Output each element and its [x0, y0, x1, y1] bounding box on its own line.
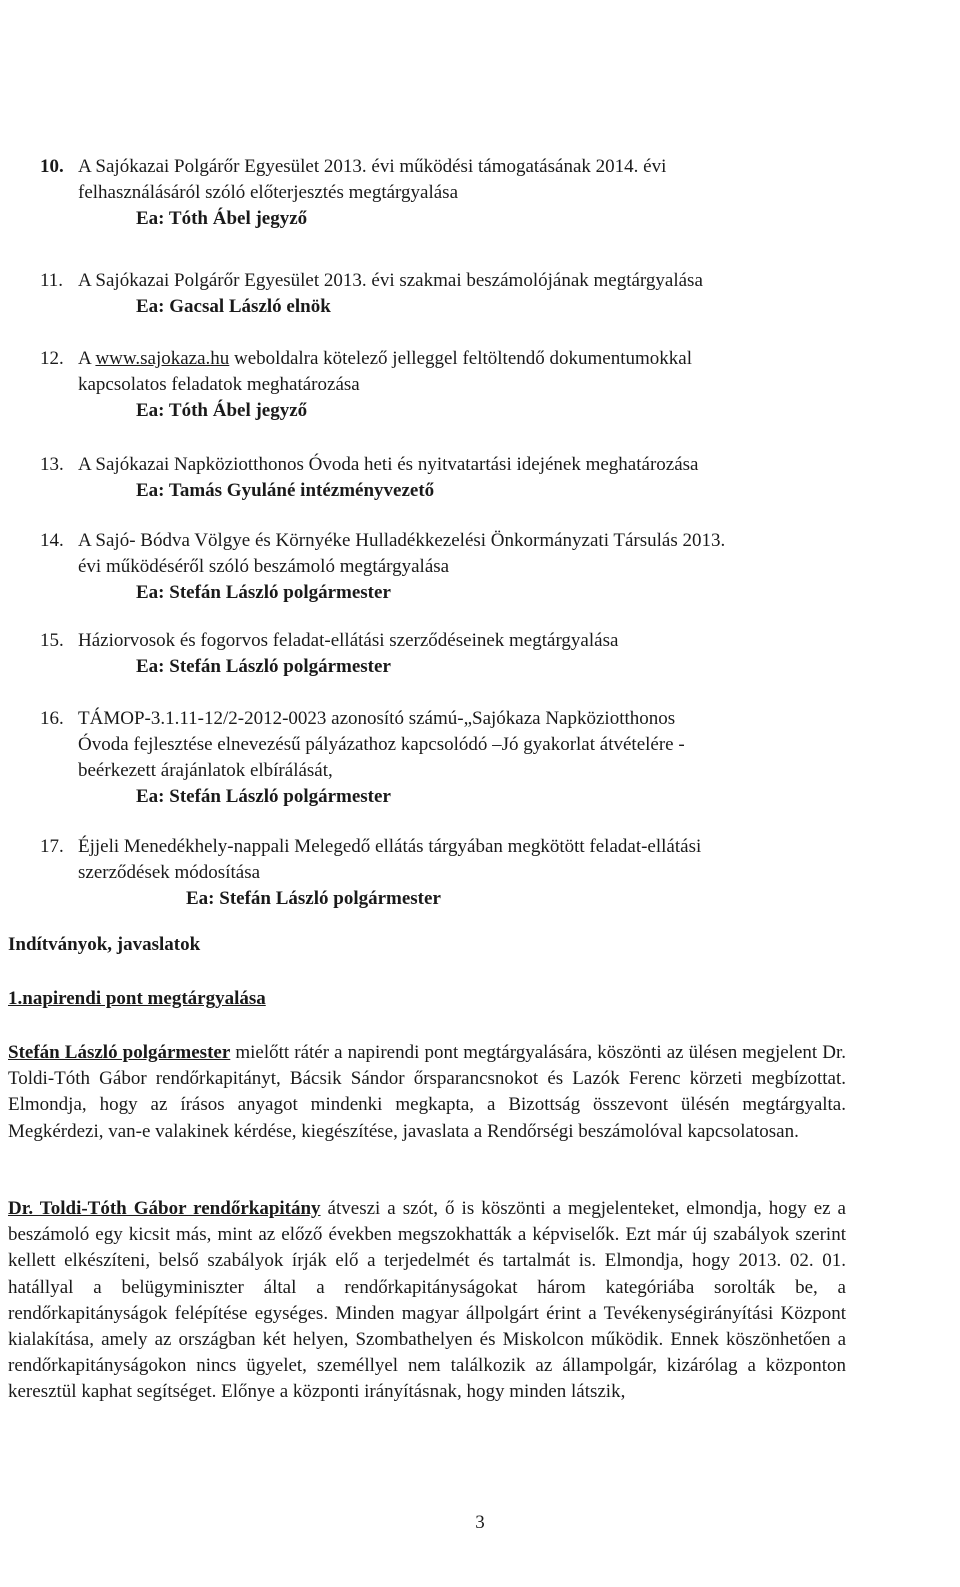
agenda-item-12: [40, 346, 920, 424]
item-text: Éjjeli Menedékhely-nappali Melegedő ellátás tárgyában megkötött feladat-ellátási szerződések módosítása: [78, 836, 702, 883]
paragraph-police-captain: [8, 1196, 846, 1406]
item-presenter: Ea: Stefán László polgármester: [136, 582, 391, 603]
item-text: A Sajókazai Polgárőr Egyesület 2013. évi működési támogatásának 2014. évi felhasználásáról szóló előterjesztés megtárgyalása: [78, 156, 667, 203]
item-text: A Sajó- Bódva Völgye és Környéke Hulladékkezelési Önkormányzati Társulás 2013. évi működéséről szóló beszámoló megtárgyalása: [78, 530, 726, 577]
item-number: 16.: [40, 708, 64, 729]
item-number: 15.: [40, 630, 64, 651]
item-presenter: Ea: Stefán László polgármester: [186, 888, 441, 909]
speaker-name: Dr. Toldi-Tóth Gábor rendőrkapitány: [8, 1198, 321, 1219]
agenda-point-heading: 1.napirendi pont megtárgyalása: [8, 988, 266, 1009]
agenda-item-15: [40, 628, 920, 680]
item-number: 11.: [40, 270, 64, 291]
page-number: 3: [475, 1512, 485, 1533]
item-number: 17.: [40, 836, 64, 857]
item-presenter: Ea: Stefán László polgármester: [136, 786, 391, 807]
agenda-item-17: [40, 834, 920, 912]
agenda-item-11: [40, 268, 920, 320]
item-presenter: Ea: Tóth Ábel jegyző: [136, 400, 308, 421]
speaker-name: Stefán László polgármester: [8, 1042, 231, 1063]
agenda-item-13: [40, 452, 920, 504]
item-text: Háziorvosok és fogorvos feladat-ellátási szerződéseinek megtárgyalása: [78, 630, 619, 651]
item-number: 10.: [40, 156, 64, 177]
item-presenter: Ea: Tamás Gyuláné intézményvezető: [136, 480, 435, 501]
agenda-item-10: [40, 154, 920, 232]
website-link[interactable]: www.sajokaza.hu: [95, 348, 230, 369]
paragraph-mayor: [8, 1040, 846, 1145]
agenda-item-14: [40, 528, 920, 606]
item-text: A www.sajokaza.hu weboldalra kötelező jelleggel feltöltendő dokumentumokkal kapcsolatos feladatok meghatározása: [78, 348, 692, 395]
paragraph-text: átveszi a szót, ő is köszönti a megjelenteket, elmondja, hogy ez a beszámoló egy kicsit más, mint az előző években megszokhatták a képviselők. Ezt már új szabályok szerint kellett elkészíteni, belső szabályok írják elő a terjedelmét és tartalmát is. Elmondja, hogy 2013. 02. 01. hatállyal a belügyminiszter által a rendőrkapitányságokat három kategóriába sorolták be, a rendőrkapitányságok felépítése egységes. Minden magyar állpolgárt érint a Tevékenységirányítási Központ kialakítása, amely az országban két helyen, Szombathelyen és Miskolcon működik. Ennek köszönhetően a rendőrkapitányságokon nincs ügyelet, személlyel nem találkozik az állampolgár, kizárólag a központon keresztül kaphat segítséget. Előnye a központi irányításnak, hogy minden látszik,: [8, 1198, 846, 1403]
item-text: A Sajókazai Polgárőr Egyesület 2013. évi szakmai beszámolójának megtárgyalása: [78, 270, 703, 291]
item-text: TÁMOP-3.1.11-12/2-2012-0023 azonosító számú-„Sajókaza Napköziotthonos Óvoda fejlesztése elnevezésű pályázathoz kapcsolódó –Jó gyakorlat átvételére - beérkezett árajánlatok elbírálását,: [78, 708, 685, 781]
section-heading: Indítványok, javaslatok: [8, 934, 201, 955]
item-presenter: Ea: Stefán László polgármester: [136, 656, 391, 677]
item-presenter: Ea: Gacsal László elnök: [136, 296, 331, 317]
item-number: 12.: [40, 348, 64, 369]
item-presenter: Ea: Tóth Ábel jegyző: [136, 208, 308, 229]
paragraph-text: mielőtt rátér a napirendi pont megtárgyalására, köszönti az ülésen megjelent Dr. Toldi-Tóth Gábor rendőrkapitányt, Bácsik Sándor őrsparancsnokot és Lazók Ferenc körzeti megbízottat. Elmondja, hogy az írásos anyagot mindenki megkapta, a Bizottság összevont ülésén megtárgyalta. Megkérdezi, van-e valakinek kérdése, kiegészítése, javaslata a Rendőrségi beszámolóval kapcsolatosan.: [8, 1042, 846, 1142]
item-text: A Sajókazai Napköziotthonos Óvoda heti és nyitvatartási idejének meghatározása: [78, 454, 699, 475]
agenda-item-16: [40, 706, 920, 810]
item-number: 13.: [40, 454, 64, 475]
item-number: 14.: [40, 530, 64, 551]
